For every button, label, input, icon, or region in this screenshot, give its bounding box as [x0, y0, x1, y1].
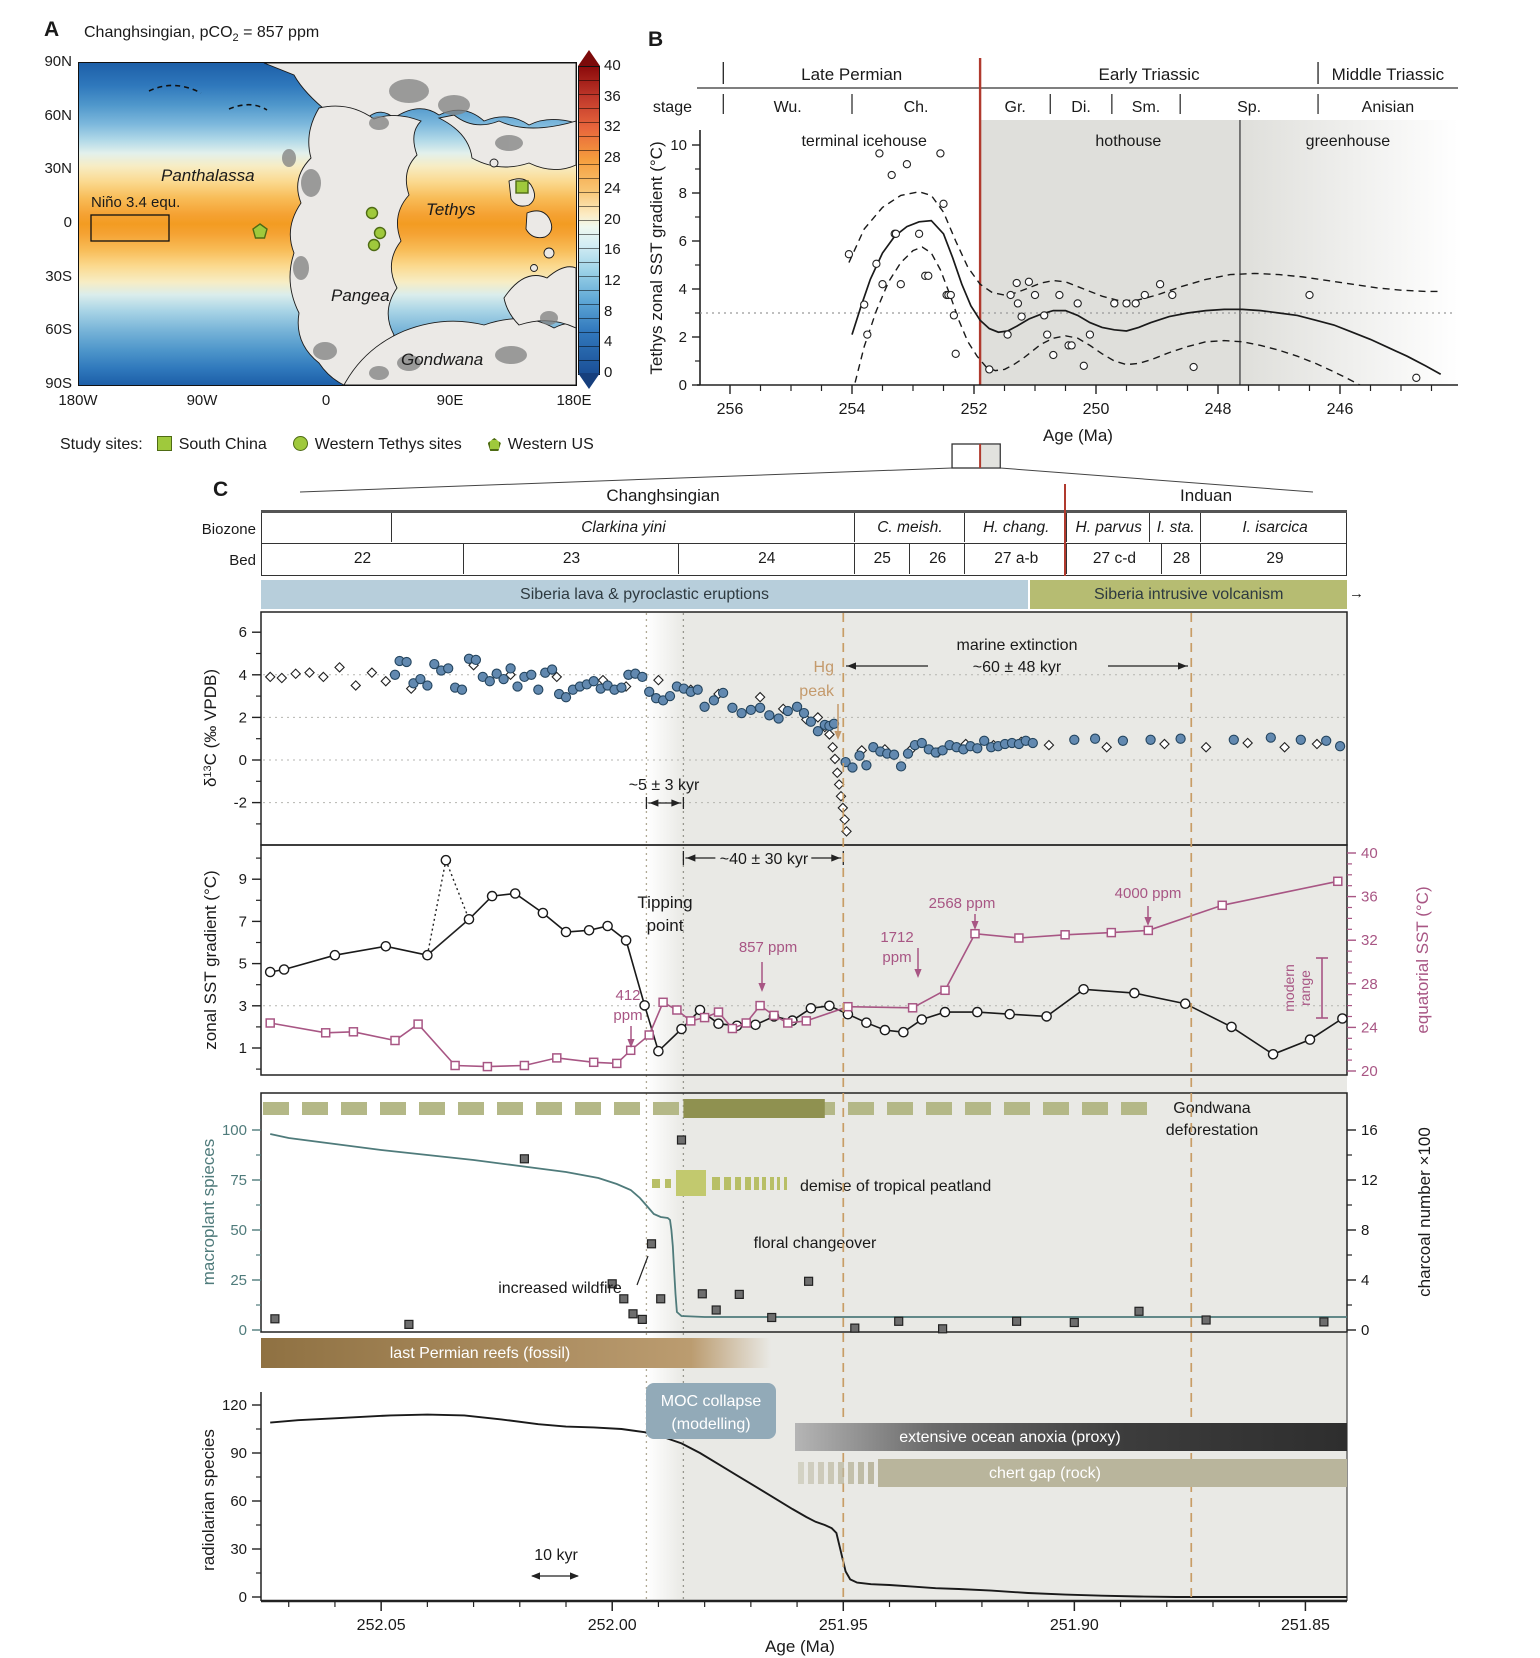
svg-text:Sm.: Sm.: [1131, 99, 1161, 116]
bed-25: 25: [854, 544, 910, 574]
svg-text:ppm: ppm: [613, 1007, 643, 1024]
svg-text:254: 254: [838, 401, 866, 418]
svg-text:Tethys zonal SST gradient (°C): Tethys zonal SST gradient (°C): [647, 141, 666, 375]
svg-text:8: 8: [1361, 1222, 1370, 1239]
svg-text:stage: stage: [652, 99, 692, 116]
svg-text:32: 32: [1361, 932, 1378, 950]
svg-text:3: 3: [238, 997, 247, 1015]
biozone-Clarkina yini: Clarkina yini: [391, 513, 854, 542]
svg-text:4: 4: [678, 281, 687, 298]
svg-text:252.00: 252.00: [587, 1617, 637, 1634]
biozone-H. chang.: H. chang.: [964, 513, 1067, 542]
svg-text:50: 50: [230, 1222, 247, 1239]
colorbar-arrow-up: [578, 50, 600, 66]
ptb-red-line: [1064, 484, 1066, 576]
svg-text:4: 4: [238, 666, 247, 684]
svg-text:5: 5: [238, 955, 247, 973]
lat-tick-60N: 60N: [44, 107, 72, 124]
svg-text:zonal SST gradient (°C): zonal SST gradient (°C): [201, 870, 220, 1050]
svg-text:1712: 1712: [880, 929, 914, 946]
legend-item-pentagon: Western US: [488, 436, 594, 454]
svg-text:point: point: [646, 916, 684, 935]
svg-text:246: 246: [1326, 401, 1354, 418]
svg-text:Tipping: Tipping: [637, 893, 693, 912]
svg-text:1: 1: [238, 1040, 247, 1057]
biozone-empty: [262, 513, 391, 542]
svg-text:MOC collapse: MOC collapse: [660, 1393, 762, 1410]
bed-row: [261, 544, 1347, 576]
bed-29: 29: [1200, 544, 1349, 574]
land-label-gondwana: Gondwana: [401, 350, 484, 369]
bed-28: 28: [1161, 544, 1201, 574]
ocean-label-tethys: Tethys: [426, 200, 476, 219]
lat-tick-30N: 30N: [44, 160, 72, 177]
svg-text:6: 6: [238, 624, 247, 642]
svg-text:16: 16: [1361, 1122, 1378, 1139]
svg-text:extensive ocean anoxia (proxy: extensive ocean anoxia (proxy): [899, 1429, 1121, 1446]
site-marker-south-china: [516, 181, 528, 193]
panel-a-title-pre: Changhsingian, pCO: [84, 24, 233, 41]
svg-text:75: 75: [230, 1172, 247, 1189]
colorbar-tick-20: 20: [604, 211, 621, 228]
svg-text:0: 0: [1361, 1322, 1370, 1339]
lat-tick-90N: 90N: [44, 53, 72, 70]
colorbar-arrow-down: [578, 373, 600, 389]
svg-text:36: 36: [1361, 888, 1378, 906]
svg-text:last Permian reefs (fossil): last Permian reefs (fossil): [389, 1345, 571, 1362]
svg-text:radiolarian species: radiolarian species: [199, 1429, 218, 1571]
biozone-row-title: Biozone: [201, 521, 256, 538]
site-marker-western-us: [253, 224, 267, 238]
colorbar-tick-24: 24: [604, 180, 621, 197]
svg-text:9: 9: [238, 871, 247, 889]
bed-22: 22: [353, 550, 372, 567]
svg-text:2: 2: [678, 329, 687, 346]
biozone-I. sta.: I. sta.: [1149, 513, 1201, 542]
svg-text:terminal icehouse: terminal icehouse: [801, 133, 927, 150]
svg-text:Wu.: Wu.: [773, 99, 802, 116]
panel-c-letter: [213, 478, 228, 502]
svg-text:equatorial SST (°C): equatorial SST (°C): [1413, 886, 1432, 1034]
svg-text:Gondwana: Gondwana: [1173, 1100, 1251, 1117]
svg-text:ppm: ppm: [882, 949, 912, 966]
svg-text:40: 40: [1361, 845, 1378, 862]
ice-edge-contours: [149, 85, 267, 110]
svg-text:peak: peak: [799, 683, 834, 700]
svg-text:(modelling): (modelling): [671, 1416, 751, 1433]
bed-27 c-d: 27 c-d: [1066, 544, 1162, 574]
svg-text:252.05: 252.05: [356, 1617, 406, 1634]
svg-text:248: 248: [1204, 401, 1232, 418]
svg-text:Ch.: Ch.: [903, 99, 929, 116]
svg-text:20: 20: [1361, 1063, 1378, 1080]
nino34-label: Niño 3.4 equ.: [91, 194, 181, 211]
svg-text:12: 12: [1361, 1172, 1378, 1189]
svg-text:greenhouse: greenhouse: [1305, 133, 1391, 150]
panel-a-title-sub: 2: [232, 32, 239, 45]
biozone-I. isarcica: I. isarcica: [1200, 513, 1349, 542]
svg-text:δ13C (‰ VPDB): $\delta^{13}C$ (‰ VPDB): [201, 668, 220, 788]
paleogeographic-map: [78, 62, 577, 386]
temperature-colorbar: [578, 66, 600, 375]
colorbar-tick-8: 8: [604, 303, 613, 320]
chrono-Changhsingian: Changhsingian: [606, 486, 720, 505]
svg-text:Late Permian: Late Permian: [801, 65, 903, 84]
svg-text:Middle Triassic: Middle Triassic: [1331, 65, 1445, 84]
biozone-H. parvus: H. parvus: [1066, 513, 1150, 542]
lat-tick-60S: 60S: [45, 321, 72, 338]
panel-b-chart: [630, 20, 1540, 500]
svg-text:modern: modern: [1281, 964, 1297, 1012]
svg-text:120: 120: [221, 1397, 247, 1414]
panel-b-label: B: [648, 28, 664, 51]
svg-text:24: 24: [1361, 1019, 1378, 1037]
svg-text:90: 90: [230, 1445, 247, 1462]
svg-text:charcoal number ×100: charcoal number ×100: [1415, 1127, 1434, 1297]
svg-text:60: 60: [230, 1493, 247, 1510]
svg-text:251.90: 251.90: [1049, 1617, 1099, 1634]
svg-text:256: 256: [716, 401, 744, 418]
lon-tick-90E: 90E: [436, 392, 464, 409]
volcanism-bar-1: Siberia intrusive volcanism: [1030, 580, 1347, 609]
svg-text:Age (Ma): Age (Ma): [1043, 426, 1113, 445]
svg-text:-2: -2: [233, 794, 247, 812]
chrono-Induan: Induan: [1180, 486, 1233, 505]
colorbar-tick-16: 16: [604, 241, 621, 258]
nino34-box: [91, 215, 169, 241]
svg-text:Hg: Hg: [813, 659, 834, 676]
site-marker-tethys-2: [375, 228, 386, 239]
colorbar-tick-0: 0: [604, 364, 613, 381]
bed-27 a-b: 27 a-b: [964, 544, 1067, 574]
svg-text:25: 25: [230, 1272, 247, 1289]
svg-text:4: 4: [1361, 1272, 1370, 1289]
ocean-label-panthalassa: Panthalassa: [161, 166, 255, 185]
lat-tick-0: 0: [63, 214, 72, 231]
biozone-C. meish.: C. meish.: [854, 513, 966, 542]
svg-text:Anisian: Anisian: [1361, 99, 1415, 116]
continents: [264, 63, 576, 385]
svg-text:~40 ± 30 kyr: ~40 ± 30 kyr: [719, 851, 809, 868]
svg-text:10: 10: [670, 137, 687, 154]
svg-text:252: 252: [960, 401, 988, 418]
svg-text:250: 250: [1082, 401, 1110, 418]
colorbar-tick-32: 32: [604, 118, 621, 135]
svg-text:demise of tropical peatland: demise of tropical peatland: [800, 1178, 992, 1195]
volcanism-continues-arrow: →: [1349, 585, 1364, 602]
svg-text:range: range: [1297, 970, 1313, 1006]
colorbar-tick-40: 40: [604, 57, 621, 74]
legend-item-square: South China: [157, 436, 267, 454]
svg-text:6: 6: [678, 233, 687, 250]
svg-text:0: 0: [238, 752, 247, 769]
svg-text:marine extinction: marine extinction: [956, 637, 1078, 654]
svg-text:Gr.: Gr.: [1004, 99, 1026, 116]
panel-a-letter: [44, 18, 59, 42]
svg-text:chert gap (rock): chert gap (rock): [988, 1465, 1102, 1482]
svg-text:Early Triassic: Early Triassic: [1098, 65, 1200, 84]
svg-text:hothouse: hothouse: [1095, 133, 1162, 150]
bed-26: 26: [909, 544, 965, 574]
svg-text:251.95: 251.95: [818, 1617, 868, 1634]
bed-row-title: Bed: [229, 552, 256, 569]
panel-c-label: C: [213, 478, 229, 501]
biozone-row: [261, 513, 1347, 544]
svg-text:100: 100: [221, 1122, 247, 1139]
lon-tick-90W: 90W: [186, 392, 218, 409]
svg-text:2: 2: [238, 709, 247, 727]
lon-tick-0: 0: [321, 392, 331, 409]
svg-text:~5 ± 3 kyr: ~5 ± 3 kyr: [628, 777, 700, 794]
svg-text:0: 0: [678, 377, 687, 394]
panel-a-label: A: [44, 18, 60, 41]
svg-text:0: 0: [238, 1322, 247, 1339]
svg-text:8: 8: [678, 185, 687, 202]
svg-text:251.85: 251.85: [1280, 1617, 1330, 1634]
svg-text:30: 30: [230, 1541, 247, 1558]
map-continents-svg: [79, 63, 576, 385]
bed-24: 24: [678, 544, 855, 574]
site-marker-tethys-3: [369, 240, 380, 251]
svg-text:412: 412: [615, 987, 641, 1004]
svg-text:7: 7: [238, 913, 247, 931]
colorbar-tick-28: 28: [604, 149, 621, 166]
svg-text:increased wildfire: increased wildfire: [498, 1280, 622, 1297]
panel-c-charts: [0, 575, 1540, 1658]
lat-tick-90S: 90S: [45, 375, 72, 392]
panel-a-title-post: = 857 ppm: [238, 24, 320, 41]
land-label-pangea: Pangea: [331, 286, 390, 305]
svg-text:857 ppm: 857 ppm: [738, 939, 798, 956]
svg-text:4000 ppm: 4000 ppm: [1114, 885, 1182, 902]
volcanism-bar-0: Siberia lava & pyroclastic eruptions: [261, 580, 1028, 609]
bed-23: 23: [463, 544, 679, 574]
lon-tick-180W: 180W: [58, 392, 98, 409]
svg-text:~60 ± 48 kyr: ~60 ± 48 kyr: [972, 659, 1062, 676]
svg-text:Age (Ma): Age (Ma): [765, 1637, 835, 1656]
svg-text:macroplant spieces: macroplant spieces: [199, 1138, 218, 1286]
site-marker-tethys-1: [367, 208, 378, 219]
svg-text:10 kyr: 10 kyr: [534, 1547, 578, 1564]
svg-text:Di.: Di.: [1071, 99, 1091, 116]
colorbar-tick-4: 4: [604, 333, 613, 350]
svg-text:deforestation: deforestation: [1165, 1122, 1259, 1139]
svg-text:0: 0: [238, 1589, 247, 1606]
svg-text:2568 ppm: 2568 ppm: [928, 895, 996, 912]
colorbar-tick-12: 12: [604, 272, 621, 289]
svg-text:Sp.: Sp.: [1237, 99, 1262, 116]
legend-item-circle: Western Tethys sites: [293, 436, 462, 454]
lat-tick-30S: 30S: [45, 268, 72, 285]
panel-a-title: [84, 24, 319, 44]
colorbar-tick-36: 36: [604, 88, 621, 105]
legend-title: Study sites:: [60, 436, 143, 453]
lon-tick-180E: 180E: [556, 392, 592, 409]
svg-text:floral changeover: floral changeover: [753, 1235, 877, 1252]
svg-text:28: 28: [1361, 975, 1378, 993]
